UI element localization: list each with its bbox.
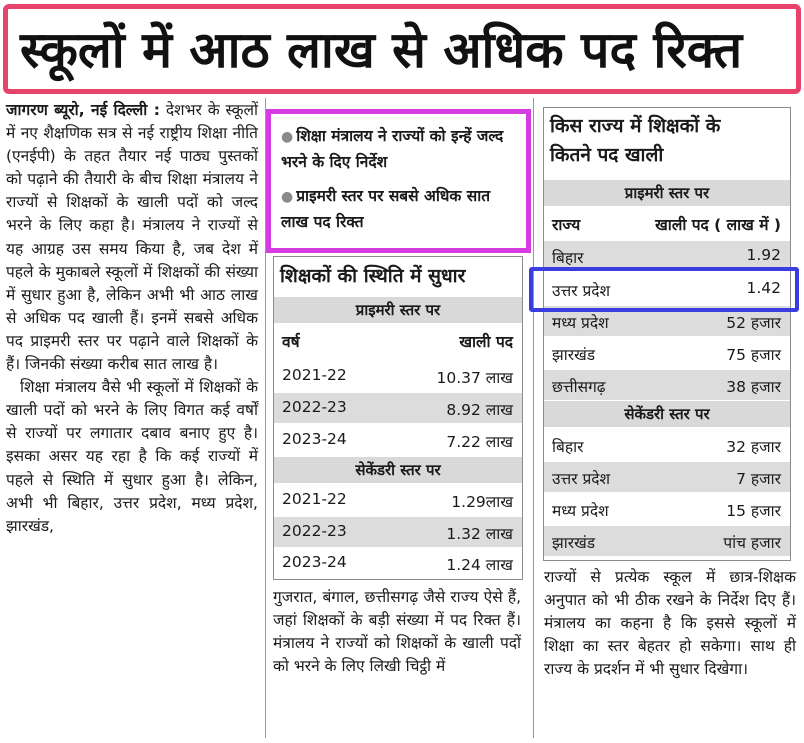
dateline: जागरण ब्यूरो, नई दिल्ली :	[6, 101, 160, 119]
section-secondary: सेकेंडरी स्तर पर	[274, 457, 522, 483]
table-row: उत्तर प्रदेश 1.42	[552, 279, 781, 300]
bullet-icon: ●	[281, 189, 294, 205]
table-header-row: वर्ष खाली पद	[282, 333, 513, 351]
table-row: छत्तीसगढ़ 38 हजार	[544, 370, 790, 400]
article-column-1	[6, 99, 258, 538]
teacher-status-table	[273, 256, 523, 580]
headline-frame	[3, 4, 801, 94]
paragraph-1-text: देशभर के स्कूलों में नए शैक्षणिक सत्र से नई राष्ट्रीय शिक्षा नीति (एनईपी) के तहत तैयार नई पाठ्य पुस्तकों को पढ़ाने की तैयारी के बीच शिक्षा मंत्रालय ने राज्यों से शिक्षकों के खाली पदों को जल्द भरने के लिए कहा है। मंत्रालय ने राज्यों से यह आग्रह उस समय किया है, जब देश में पहले के मुकाबले स्कूलों में शिक्षकों की संख्या में सुधार हुआ है, लेकिन अभी भी आठ लाख से अधिक पद खाली हैं। इनमें सबसे अधिक पद प्राइमरी स्तर पर पढ़ाने वाले शिक्षकों के हैं। जिनकी संख्या करीब सात लाख है।	[6, 101, 258, 374]
highlight-item: ● प्राइमरी स्तर पर सबसे अधिक सात लाख पद रिक्त	[281, 187, 491, 231]
table-row: 2023-24 7.22 लाख	[282, 430, 513, 451]
annotation-highlight-box	[529, 267, 799, 312]
table-title: किस राज्य में शिक्षकों के कितने पद खाली	[550, 115, 721, 166]
table-row: झारखंड 75 हजार	[552, 346, 781, 364]
table-row: 2021-22 10.37 लाख	[282, 366, 513, 387]
section-primary: प्राइमरी स्तर पर	[274, 297, 522, 323]
column-divider	[533, 98, 534, 738]
table-row: 2023-24 1.24 लाख	[282, 553, 513, 574]
section-secondary: सेकेंडरी स्तर पर	[544, 401, 790, 427]
highlight-item: ● शिक्षा मंत्रालय ने राज्यों को इन्हें जल्द भरने के दिए निर्देश	[281, 127, 504, 171]
table-header-row: राज्य खाली पद ( लाख में )	[552, 216, 781, 234]
headline: स्कूलों में आठ लाख से अधिक पद रिक्त	[20, 21, 743, 79]
highlights-box	[266, 109, 531, 253]
state-vacancy-table	[543, 107, 791, 561]
section-primary: प्राइमरी स्तर पर	[544, 180, 790, 206]
table-row: झारखंड पांच हजार	[544, 526, 790, 556]
article-column-3: गुजरात, बंगाल, छत्तीसगढ़ जैसे राज्य ऐसे हैं, जहां शिक्षकों के बड़ी संख्या में पद रिक्त हैं। मंत्रालय ने राज्यों को शिक्षकों के खाली पदों को भरने के लिए लिखी चिट्ठी में	[273, 588, 521, 676]
table-row: मध्य प्रदेश 52 हजार	[544, 306, 790, 336]
table-row: बिहार 1.92	[544, 241, 790, 271]
article-column-4: राज्यों से प्रत्येक स्कूल में छात्र-शिक्षक अनुपात को भी ठीक रखने के निर्देश दिए हैं। मंत्रालय का कहना है कि इससे स्कूलों में शिक्षा का स्तर बेहतर हो सकेगा। साथ ही राज्य के प्रदर्शन में भी सुधार दिखेगा।	[544, 568, 796, 679]
table-row: 2022-23 1.32 लाख	[274, 517, 522, 547]
table-row: 2022-23 8.92 लाख	[274, 393, 522, 423]
article-paragraph-1	[6, 99, 258, 376]
table-row: उत्तर प्रदेश 7 हजार	[544, 462, 790, 492]
table-title: शिक्षकों की स्थिति में सुधार	[280, 265, 466, 287]
table-row: मध्य प्रदेश 15 हजार	[552, 502, 781, 520]
article-paragraph-2: शिक्षा मंत्रालय वैसे भी स्कूलों में शिक्षकों के खाली पदों को भरने के लिए विगत कई वर्षों से राज्यों पर लगातार दबाव बनाए हुए है। इसका असर यह रहा है कि कई राज्यों में पहले से स्थिति में सुधार हुआ है। लेकिन, अभी भी बिहार, उत्तर प्रदेश, मध्य प्रदेश, झारखंड,	[6, 378, 258, 535]
table-row: 2021-22 1.29लाख	[282, 490, 513, 511]
table-row: बिहार 32 हजार	[552, 438, 781, 456]
bullet-icon: ●	[281, 129, 294, 145]
